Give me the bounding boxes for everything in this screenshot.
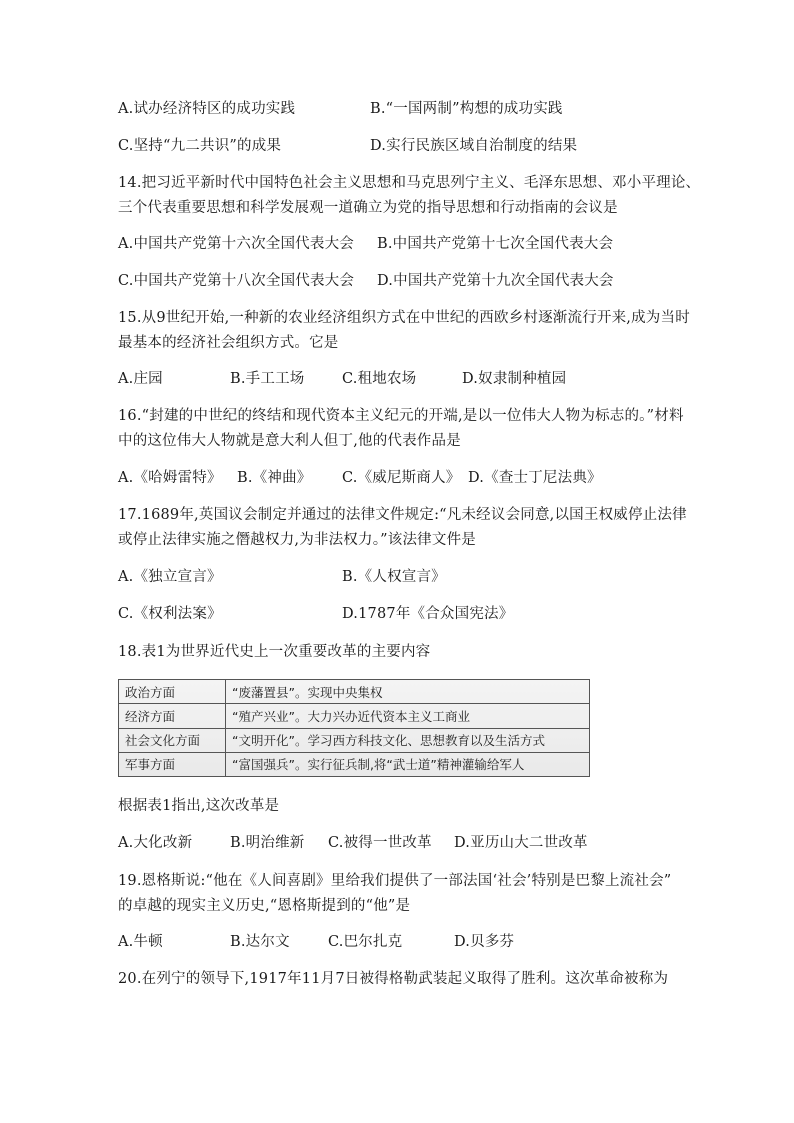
q13-option-d: D.实行民族区域自治制度的结果 (370, 138, 578, 154)
table-row (119, 728, 590, 752)
table-cell-content: “文明开化”。学习西方科技文化、思想教育以及生活方式 (226, 728, 590, 752)
table-cell-aspect: 社会文化方面 (119, 728, 226, 752)
table-cell-content: “废藩置县”。实现中央集权 (226, 680, 590, 704)
q18-prompt: 根据表1指出,这次改革是 (118, 798, 280, 814)
q17-option-c: C.《权利法案》 (118, 606, 222, 622)
q17-option-a: A.《独立宣言》 (118, 569, 222, 585)
q15-option-b: B.手工工场 (230, 371, 305, 387)
q18-option-d: D.亚历山大二世改革 (454, 835, 588, 851)
q13-option-a: A.试办经济特区的成功实践 (118, 101, 296, 117)
table-cell-content: “富国强兵”。实行征兵制,将“武士道”精神灌输给军人 (226, 752, 590, 776)
q18-stem: 18.表1为世界近代史上一次重要改革的主要内容 (118, 644, 431, 660)
q17-option-d: D.1787年《合众国宪法》 (342, 606, 514, 622)
q14-option-a: A.中国共产党第十六次全国代表大会 (118, 236, 354, 252)
q18-option-b: B.明治维新 (230, 835, 305, 851)
table-cell-aspect: 军事方面 (119, 752, 226, 776)
table-cell-aspect: 经济方面 (119, 704, 226, 728)
q19-stem-line1: 19.恩格斯说:“他在《人间喜剧》里给我们提供了一部法国‘社会’特别是巴黎上流社会” (118, 873, 672, 889)
q16-stem-line2: 中的这位伟大人物就是意大利人但丁,他的代表作品是 (118, 433, 461, 449)
table-row (119, 680, 590, 704)
q16-stem-line1: 16.“封建的中世纪的终结和现代资本主义纪元的开端,是以一位伟大人物为标志的。”材料 (118, 408, 684, 424)
table-cell-aspect: 政治方面 (119, 680, 226, 704)
q17-stem-line2: 或停止法律实施之僭越权力,为非法权力。”该法律文件是 (118, 532, 476, 548)
q14-option-b: B.中国共产党第十七次全国代表大会 (377, 236, 614, 252)
q17-stem-line1: 17.1689年,英国议会制定并通过的法律文件规定:“凡未经议会同意,以国王权威停止法律 (118, 507, 687, 523)
q14-option-d: D.中国共产党第十九次全国代表大会 (377, 273, 614, 289)
q16-option-d: D.《查士丁尼法典》 (468, 470, 602, 486)
q14-option-c: C.中国共产党第十八次全国代表大会 (118, 273, 355, 289)
q18-option-a: A.大化改新 (118, 835, 193, 851)
q17-option-b: B.《人权宣言》 (342, 569, 446, 585)
q19-stem-line2: 的卓越的现实主义历史,“恩格斯提到的“他”是 (118, 898, 411, 914)
table-row (119, 704, 590, 728)
q16-option-b: B.《神曲》 (237, 470, 312, 486)
q16-option-a: A.《哈姆雷特》 (118, 470, 222, 486)
q19-option-b: B.达尔文 (230, 934, 290, 950)
q20-stem: 20.在列宁的领导下,1917年11月7日被得格勒武装起义取得了胜利。这次革命被称为 (118, 971, 669, 987)
q19-option-a: A.牛顿 (118, 934, 163, 950)
q14-stem-line2: 三个代表重要思想和科学发展观一道确立为党的指导思想和行动指南的会议是 (118, 200, 618, 216)
q13-option-b: B.“一国两制”构想的成功实践 (370, 101, 563, 117)
table-row (119, 752, 590, 776)
q19-option-d: D.贝多芬 (454, 934, 515, 950)
q15-option-c: C.租地农场 (342, 371, 417, 387)
q15-stem-line1: 15.从9世纪开始,一种新的农业经济组织方式在中世纪的西欧乡村逐渐流行开来,成为当时 (118, 310, 690, 326)
q14-stem-line1: 14.把习近平新时代中国特色社会主义思想和马克思列宁主义、毛泽东思想、邓小平理论、 (118, 175, 701, 191)
q18-option-c: C.被得一世改革 (328, 835, 432, 851)
q13-option-c: C.坚持“九二共识”的成果 (118, 138, 282, 154)
q19-option-c: C.巴尔扎克 (328, 934, 403, 950)
reform-table (118, 679, 590, 777)
q15-stem-line2: 最基本的经济社会组织方式。它是 (118, 335, 339, 351)
q15-option-a: A.庄园 (118, 371, 163, 387)
q16-option-c: C.《威尼斯商人》 (342, 470, 461, 486)
table-cell-content: “殖产兴业”。大力兴办近代资本主义工商业 (226, 704, 590, 728)
q15-option-d: D.奴隶制种植园 (462, 371, 567, 387)
